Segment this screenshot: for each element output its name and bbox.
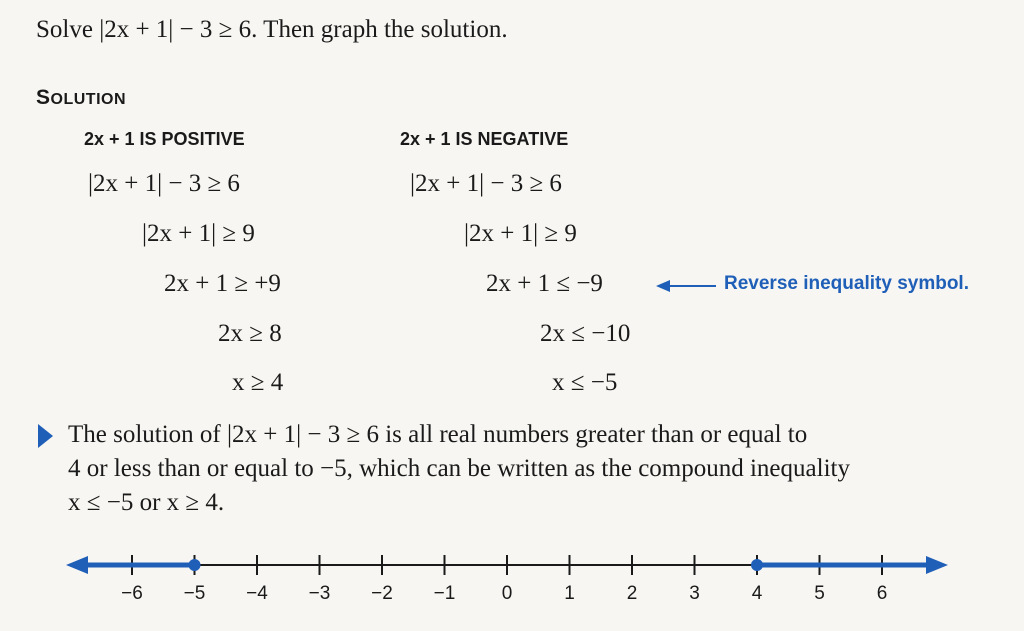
positive-step-3: 2x + 1 ≥ +9 — [164, 270, 281, 297]
number-line-graph — [0, 540, 1024, 631]
positive-step-2: |2x + 1| ≥ 9 — [142, 220, 255, 247]
negative-step-5: x ≤ −5 — [552, 369, 618, 396]
positive-step-4: 2x ≥ 8 — [218, 320, 282, 347]
negative-step-1: |2x + 1| − 3 ≥ 6 — [410, 170, 562, 197]
closed-endpoint — [751, 559, 763, 571]
closed-endpoint — [189, 559, 201, 571]
tick-label: −6 — [121, 583, 143, 604]
tick-label: 4 — [751, 583, 763, 604]
tick-label: 5 — [814, 583, 825, 604]
solution-ray-left-arrow — [66, 556, 88, 574]
reverse-inequality-note: Reverse inequality symbol. — [724, 273, 969, 294]
tick-label: 0 — [501, 583, 513, 604]
solution-ray-right-arrow — [926, 556, 948, 574]
conclusion-line-1: The solution of |2x + 1| − 3 ≥ 6 is all real numbers greater than or equal to — [68, 421, 808, 448]
tick-label: −2 — [371, 583, 393, 604]
conclusion-line-3: x ≤ −5 or x ≥ 4. — [68, 489, 225, 516]
problem-statement: Solve |2x + 1| − 3 ≥ 6. Then graph the solution. — [36, 16, 508, 43]
solution-heading-rest: OLUTION — [50, 91, 127, 108]
tick-label: −1 — [433, 583, 456, 604]
tick-label: 2 — [626, 583, 638, 604]
tick-label: 3 — [689, 583, 700, 604]
tick-label: 6 — [876, 583, 888, 604]
left-arrow-icon — [654, 276, 718, 296]
solution-heading — [36, 86, 126, 110]
tick-label: −4 — [246, 583, 268, 604]
negative-case-header: 2x + 1 IS NEGATIVE — [400, 129, 569, 149]
positive-case-header: 2x + 1 IS POSITIVE — [84, 129, 245, 149]
positive-step-1: |2x + 1| − 3 ≥ 6 — [88, 170, 240, 197]
negative-step-2: |2x + 1| ≥ 9 — [464, 220, 577, 247]
tick-label: −5 — [183, 583, 206, 604]
positive-step-5: x ≥ 4 — [232, 369, 284, 396]
tick-label: 1 — [564, 583, 575, 604]
conclusion-line-2: 4 or less than or equal to −5, which can be written as the compound inequality — [68, 455, 850, 482]
negative-step-3: 2x + 1 ≤ −9 — [486, 270, 603, 297]
play-triangle-icon — [38, 424, 53, 448]
tick-label: −3 — [308, 583, 331, 604]
negative-step-4: 2x ≤ −10 — [540, 320, 631, 347]
solution-heading-initial: S — [36, 86, 51, 109]
